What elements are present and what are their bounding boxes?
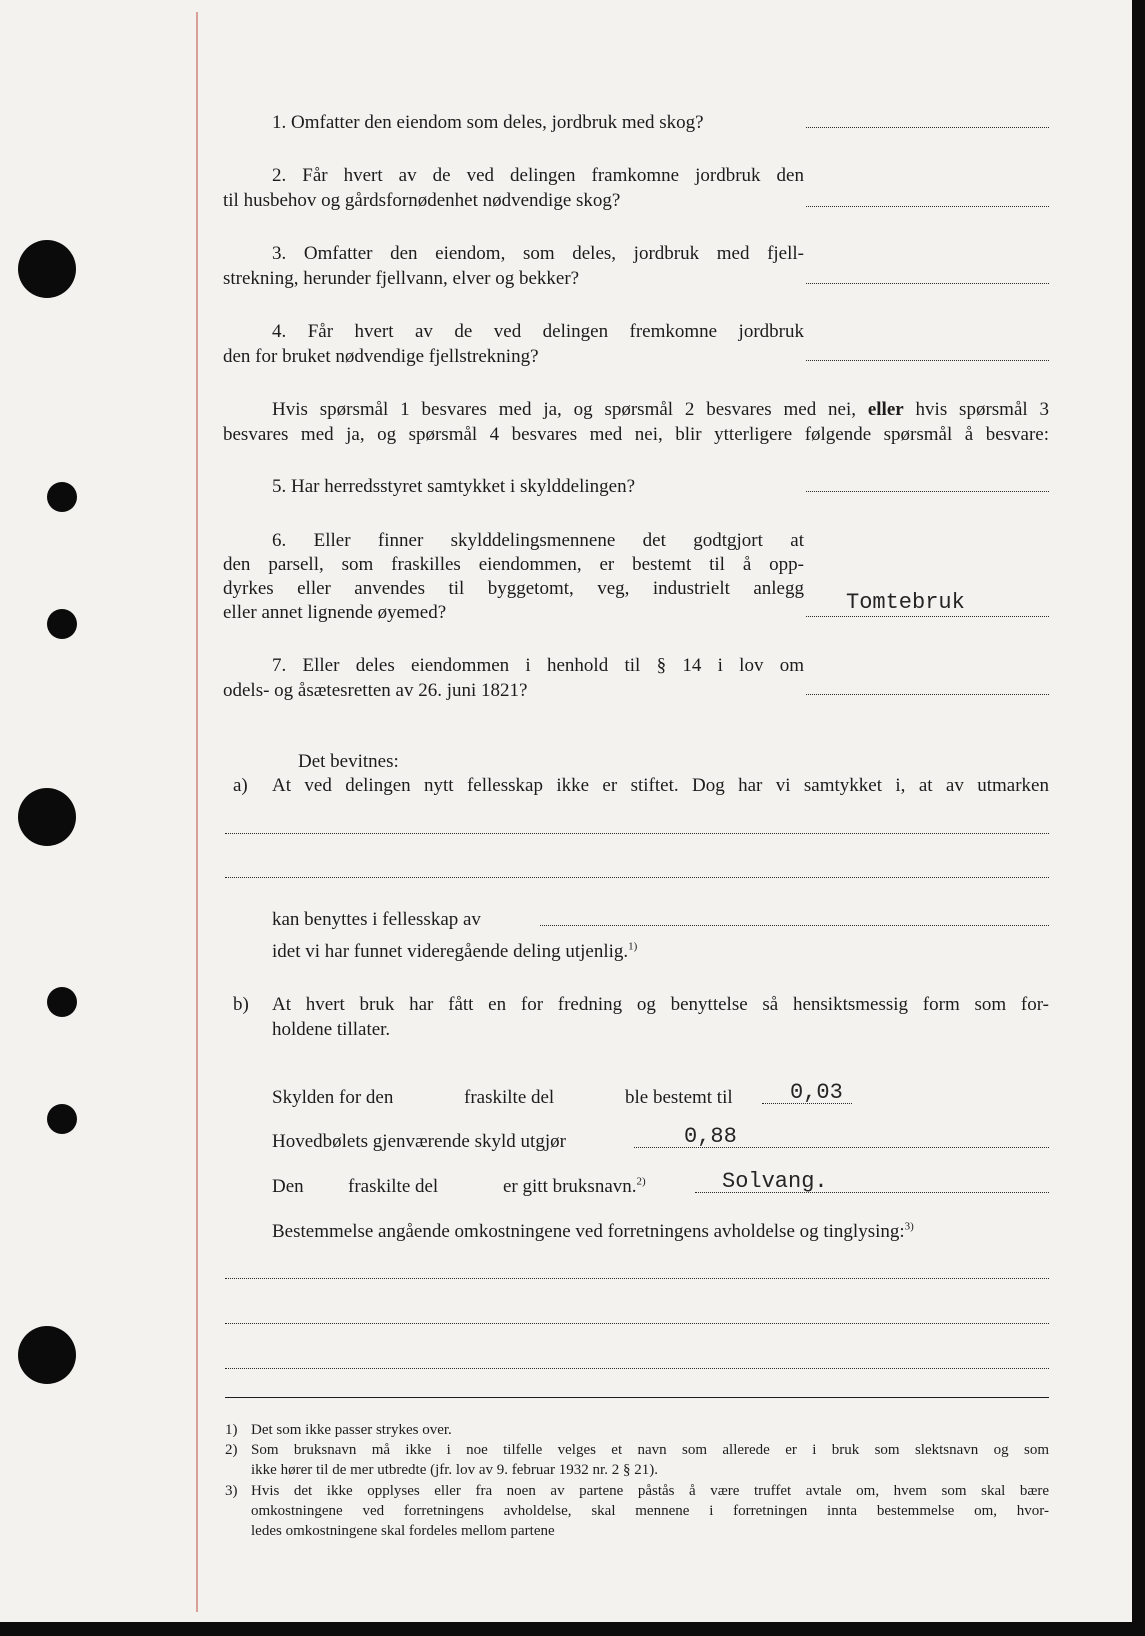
question-5: 5. Har herredsstyret samtykket i skylddelingen? <box>272 476 636 497</box>
conditional-eller: eller <box>867 399 904 420</box>
question-7-line-2: odels- og åsætesretten av 26. juni 1821? <box>223 680 528 701</box>
skyld-prefix: Skylden for den <box>272 1087 394 1108</box>
answer-line-2[interactable] <box>806 206 1049 207</box>
skyld-suffix: ble bestemt til <box>625 1087 733 1108</box>
punch-hole-icon <box>47 609 77 639</box>
skyld-value-line <box>762 1103 852 1104</box>
bruksnavn-suffix: er gitt bruksnavn. <box>503 1176 637 1197</box>
question-6-line-1: 6. Eller finner skylddelingsmennene det godtgjort at <box>272 530 804 551</box>
skyld-mid: fraskilte del <box>464 1087 555 1108</box>
question-6-line-3: dyrkes eller anvendes til byggetomt, veg, industrielt anlegg <box>223 578 804 599</box>
attest-heading: Det bevitnes: <box>298 751 399 772</box>
utmark-line-1[interactable] <box>225 833 1049 834</box>
footnote-2-line-1: Som bruksnavn må ikke i noe tilfelle velges et navn som allerede er i bruk som slektsnavn og som <box>251 1442 1049 1458</box>
question-3-line-1: 3. Omfatter den eiendom, som deles, jordbruk med fjell- <box>272 243 804 264</box>
question-6-line-4: eller annet lignende øyemed? <box>223 602 447 623</box>
footnote-1-text: Det som ikke passer strykes over. <box>251 1422 452 1438</box>
punch-hole-icon <box>18 788 76 846</box>
answer-6-handwritten[interactable]: Tomtebruk <box>846 590 965 615</box>
hovedbol-value-line <box>634 1147 1049 1148</box>
answer-line-1[interactable] <box>806 127 1049 128</box>
shared-use-line[interactable] <box>540 925 1049 926</box>
footnote-1-marker: 1) <box>225 1422 238 1438</box>
answer-line-7[interactable] <box>806 694 1049 695</box>
footnote-2-marker: 2) <box>225 1442 238 1458</box>
punch-hole-icon <box>47 482 77 512</box>
conditional-text-c: hvis spørsmål 3 <box>915 399 1050 420</box>
hovedbol-label: Hovedbølets gjenværende skyld utgjør <box>272 1131 566 1152</box>
bruksnavn-value-line <box>695 1192 1049 1193</box>
costs-line-1[interactable] <box>225 1278 1049 1279</box>
costs-line-3[interactable] <box>225 1368 1049 1369</box>
footnote-separator <box>225 1397 1049 1398</box>
bruksnavn-value-handwritten[interactable]: Solvang. <box>722 1169 828 1194</box>
question-7-line-1: 7. Eller deles eiendommen i henhold til § 14 i lov om <box>272 655 804 676</box>
margin-rule <box>196 12 198 1612</box>
attest-b-line-2: holdene tillater. <box>272 1019 391 1040</box>
further-division-text <box>272 940 637 964</box>
costs-label: Bestemmelse angående omkostningene ved forretningens avholdelse og tinglysing: <box>272 1221 905 1242</box>
footnote-ref-1: 1) <box>628 940 638 953</box>
answer-line-5[interactable] <box>806 491 1049 492</box>
punch-hole-icon <box>18 240 76 298</box>
footnote-3-line-1: Hvis det ikke opplyses eller fra noen av partene påstås å være truffet avtale om, hvem som skal bære <box>251 1483 1049 1499</box>
bruksnavn-suffix-text <box>503 1175 646 1199</box>
question-4-line-1: 4. Får hvert av de ved delingen fremkomne jordbruk <box>272 321 804 342</box>
question-4-line-2: den for bruket nødvendige fjellstrekning? <box>223 346 539 367</box>
punch-hole-icon <box>47 987 77 1017</box>
question-3-line-2: strekning, herunder fjellvann, elver og bekker? <box>223 268 580 289</box>
answer-line-6 <box>806 616 1049 617</box>
question-2-line-2: til husbehov og gårdsfornødenhet nødvendige skog? <box>223 190 621 211</box>
attest-b-line-1: At hvert bruk har fått en for fredning og benyttelse så hensiktsmessig form som for- <box>272 994 1049 1015</box>
shared-use-label: kan benyttes i fellesskap av <box>272 909 481 930</box>
footnote-3-line-2: omkostningene ved forretningens avholdelse, skal mennene i forretningen innta bestemmelse om, hvor- <box>251 1503 1049 1519</box>
footnote-3-marker: 3) <box>225 1483 238 1499</box>
attest-a-text: At ved delingen nytt fellesskap ikke er stiftet. Dog har vi samtykket i, at av utmarken <box>272 775 1049 796</box>
attest-a-marker: a) <box>233 775 248 796</box>
bruksnavn-mid: fraskilte del <box>348 1176 439 1197</box>
answer-line-3[interactable] <box>806 283 1049 284</box>
further-division-label: idet vi har funnet videregående deling utjenlig. <box>272 941 629 962</box>
footnote-3-line-3: ledes omkostningene skal fordeles mellom partene <box>251 1523 555 1539</box>
footnote-2-line-2: ikke hører til de mer utbredte (jfr. lov av 9. februar 1932 nr. 2 § 21). <box>251 1462 658 1478</box>
costs-text <box>272 1220 914 1244</box>
footnote-ref-2: 2) <box>636 1175 646 1188</box>
conditional-text-a: Hvis spørsmål 1 besvares med ja, og spørsmål 2 besvares med nei, <box>272 399 856 420</box>
skyld-value-handwritten[interactable]: 0,03 <box>790 1080 843 1105</box>
question-1: 1. Omfatter den eiendom som deles, jordbruk med skog? <box>272 112 704 133</box>
question-2-line-1: 2. Får hvert av de ved delingen framkomne jordbruk den <box>272 165 804 186</box>
bruksnavn-prefix: Den <box>272 1176 304 1197</box>
hovedbol-value-handwritten[interactable]: 0,88 <box>684 1124 737 1149</box>
punch-hole-icon <box>47 1104 77 1134</box>
question-6-line-2: den parsell, som fraskilles eiendommen, er bestemt til å opp- <box>223 554 804 575</box>
punch-hole-icon <box>18 1326 76 1384</box>
footnote-ref-3: 3) <box>904 1220 914 1233</box>
utmark-line-2[interactable] <box>225 877 1049 878</box>
attest-b-marker: b) <box>233 994 249 1015</box>
costs-line-2[interactable] <box>225 1323 1049 1324</box>
answer-line-4[interactable] <box>806 360 1049 361</box>
conditional-instruction-line-1 <box>272 398 1049 422</box>
conditional-instruction-line-2: besvares med ja, og spørsmål 4 besvares med nei, blir ytterligere følgende spørsmål å besvare: <box>223 424 1049 445</box>
